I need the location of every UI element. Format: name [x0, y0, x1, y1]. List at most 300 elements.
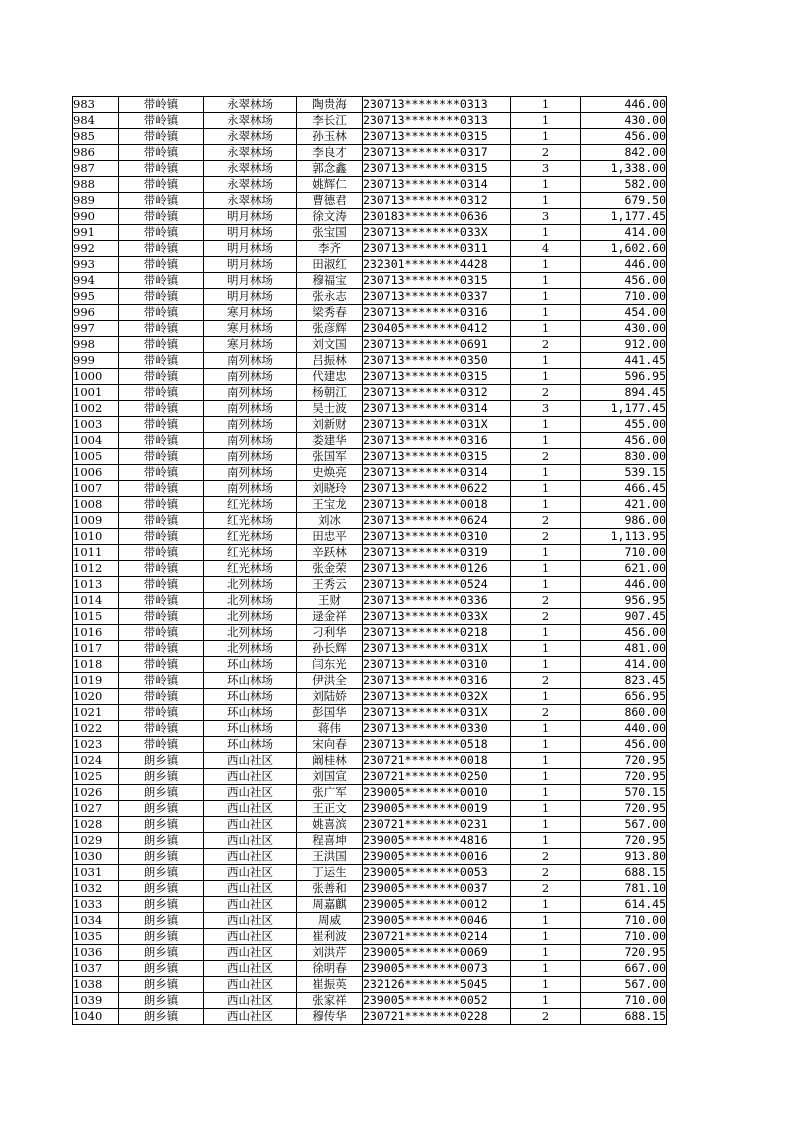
cell-town: 朗乡镇	[119, 769, 204, 785]
cell-town: 朗乡镇	[119, 961, 204, 977]
cell-name: 刘新财	[297, 417, 363, 433]
cell-row-number: 1004	[73, 433, 119, 449]
cell-count: 1	[511, 785, 581, 801]
cell-count: 1	[511, 817, 581, 833]
cell-row-number: 1032	[73, 881, 119, 897]
cell-row-number: 1036	[73, 945, 119, 961]
cell-id-number: 230713********0337	[363, 289, 511, 305]
cell-row-number: 993	[73, 257, 119, 273]
cell-town: 带岭镇	[119, 193, 204, 209]
cell-town: 带岭镇	[119, 273, 204, 289]
cell-town: 朗乡镇	[119, 929, 204, 945]
cell-amount: 567.00	[581, 817, 667, 833]
cell-town: 朗乡镇	[119, 785, 204, 801]
cell-name: 辛跃林	[297, 545, 363, 561]
cell-town: 带岭镇	[119, 465, 204, 481]
cell-row-number: 1026	[73, 785, 119, 801]
cell-row-number: 998	[73, 337, 119, 353]
cell-id-number: 230713********0315	[363, 369, 511, 385]
cell-name: 李长江	[297, 113, 363, 129]
cell-row-number: 1031	[73, 865, 119, 881]
cell-name: 丁运生	[297, 865, 363, 881]
table-row	[73, 561, 667, 577]
cell-count: 1	[511, 481, 581, 497]
cell-unit: 环山林场	[204, 721, 297, 737]
cell-unit: 环山林场	[204, 657, 297, 673]
cell-id-number: 239005********0046	[363, 913, 511, 929]
cell-row-number: 1003	[73, 417, 119, 433]
table-row	[73, 369, 667, 385]
cell-name: 张金荣	[297, 561, 363, 577]
table-row	[73, 833, 667, 849]
cell-amount: 440.00	[581, 721, 667, 737]
cell-count: 2	[511, 609, 581, 625]
cell-id-number: 230713********0315	[363, 273, 511, 289]
cell-town: 带岭镇	[119, 721, 204, 737]
cell-row-number: 1028	[73, 817, 119, 833]
cell-count: 1	[511, 129, 581, 145]
cell-row-number: 997	[73, 321, 119, 337]
cell-count: 1	[511, 977, 581, 993]
cell-town: 朗乡镇	[119, 865, 204, 881]
cell-id-number: 230721********0214	[363, 929, 511, 945]
cell-name: 李良才	[297, 145, 363, 161]
cell-town: 带岭镇	[119, 609, 204, 625]
cell-amount: 621.00	[581, 561, 667, 577]
cell-name: 徐明春	[297, 961, 363, 977]
cell-name: 王正文	[297, 801, 363, 817]
cell-amount: 456.00	[581, 433, 667, 449]
cell-town: 朗乡镇	[119, 977, 204, 993]
table-row	[73, 785, 667, 801]
cell-town: 带岭镇	[119, 401, 204, 417]
cell-town: 带岭镇	[119, 369, 204, 385]
cell-town: 带岭镇	[119, 513, 204, 529]
cell-row-number: 1014	[73, 593, 119, 609]
cell-count: 1	[511, 369, 581, 385]
cell-count: 3	[511, 209, 581, 225]
cell-count: 1	[511, 465, 581, 481]
cell-amount: 414.00	[581, 225, 667, 241]
cell-count: 1	[511, 801, 581, 817]
cell-amount: 567.00	[581, 977, 667, 993]
table-row	[73, 353, 667, 369]
cell-name: 孙长辉	[297, 641, 363, 657]
table-row	[73, 737, 667, 753]
cell-amount: 656.95	[581, 689, 667, 705]
cell-row-number: 1039	[73, 993, 119, 1009]
cell-count: 2	[511, 449, 581, 465]
cell-id-number: 239005********0016	[363, 849, 511, 865]
cell-name: 刘国宣	[297, 769, 363, 785]
cell-row-number: 1037	[73, 961, 119, 977]
cell-unit: 西山社区	[204, 913, 297, 929]
cell-row-number: 990	[73, 209, 119, 225]
data-table	[72, 96, 667, 1025]
cell-count: 4	[511, 241, 581, 257]
cell-amount: 446.00	[581, 577, 667, 593]
cell-id-number: 230713********031X	[363, 641, 511, 657]
cell-id-number: 230713********0336	[363, 593, 511, 609]
cell-id-number: 230713********0313	[363, 97, 511, 113]
cell-count: 2	[511, 865, 581, 881]
cell-id-number: 230713********0218	[363, 625, 511, 641]
cell-unit: 永翠林场	[204, 177, 297, 193]
table-row	[73, 721, 667, 737]
cell-town: 带岭镇	[119, 225, 204, 241]
cell-row-number: 992	[73, 241, 119, 257]
cell-name: 穆福宝	[297, 273, 363, 289]
cell-town: 带岭镇	[119, 737, 204, 753]
cell-town: 带岭镇	[119, 657, 204, 673]
cell-id-number: 230713********0518	[363, 737, 511, 753]
cell-row-number: 1017	[73, 641, 119, 657]
cell-amount: 570.15	[581, 785, 667, 801]
cell-id-number: 230713********032X	[363, 689, 511, 705]
cell-name: 李齐	[297, 241, 363, 257]
cell-unit: 永翠林场	[204, 161, 297, 177]
cell-row-number: 984	[73, 113, 119, 129]
table-row	[73, 609, 667, 625]
cell-id-number: 230713********0126	[363, 561, 511, 577]
cell-count: 1	[511, 497, 581, 513]
cell-id-number: 230713********0622	[363, 481, 511, 497]
cell-amount: 421.00	[581, 497, 667, 513]
cell-unit: 永翠林场	[204, 113, 297, 129]
cell-amount: 414.00	[581, 657, 667, 673]
cell-row-number: 1033	[73, 897, 119, 913]
cell-unit: 南列林场	[204, 401, 297, 417]
cell-id-number: 230721********0228	[363, 1009, 511, 1025]
cell-name: 张家祥	[297, 993, 363, 1009]
cell-id-number: 230713********0018	[363, 497, 511, 513]
cell-id-number: 230713********0314	[363, 401, 511, 417]
cell-amount: 596.95	[581, 369, 667, 385]
cell-id-number: 230713********0691	[363, 337, 511, 353]
cell-unit: 西山社区	[204, 993, 297, 1009]
table-row	[73, 337, 667, 353]
cell-amount: 455.00	[581, 417, 667, 433]
cell-amount: 1,177.45	[581, 209, 667, 225]
cell-unit: 寒月林场	[204, 337, 297, 353]
table-row	[73, 817, 667, 833]
cell-id-number: 239005********0037	[363, 881, 511, 897]
cell-unit: 北列林场	[204, 625, 297, 641]
cell-town: 朗乡镇	[119, 881, 204, 897]
cell-id-number: 230713********0315	[363, 129, 511, 145]
table-row	[73, 801, 667, 817]
cell-id-number: 230713********0311	[363, 241, 511, 257]
cell-row-number: 1034	[73, 913, 119, 929]
cell-town: 带岭镇	[119, 97, 204, 113]
cell-id-number: 230713********031X	[363, 705, 511, 721]
cell-count: 2	[511, 529, 581, 545]
cell-row-number: 994	[73, 273, 119, 289]
cell-name: 王洪国	[297, 849, 363, 865]
cell-unit: 西山社区	[204, 833, 297, 849]
cell-town: 带岭镇	[119, 385, 204, 401]
cell-id-number: 239005********0052	[363, 993, 511, 1009]
cell-unit: 西山社区	[204, 961, 297, 977]
cell-count: 1	[511, 545, 581, 561]
cell-town: 带岭镇	[119, 337, 204, 353]
cell-name: 张宝国	[297, 225, 363, 241]
cell-amount: 894.45	[581, 385, 667, 401]
table-body	[73, 97, 667, 1025]
cell-count: 1	[511, 961, 581, 977]
cell-id-number: 230713********0314	[363, 465, 511, 481]
cell-name: 曹德君	[297, 193, 363, 209]
cell-name: 张永志	[297, 289, 363, 305]
cell-town: 朗乡镇	[119, 913, 204, 929]
cell-row-number: 1010	[73, 529, 119, 545]
table-row	[73, 529, 667, 545]
cell-count: 1	[511, 257, 581, 273]
cell-amount: 582.00	[581, 177, 667, 193]
cell-row-number: 987	[73, 161, 119, 177]
cell-amount: 430.00	[581, 321, 667, 337]
cell-amount: 446.00	[581, 97, 667, 113]
table-row	[73, 401, 667, 417]
table-row	[73, 961, 667, 977]
table-row	[73, 849, 667, 865]
table-row	[73, 449, 667, 465]
cell-count: 1	[511, 641, 581, 657]
cell-amount: 456.00	[581, 273, 667, 289]
cell-amount: 912.00	[581, 337, 667, 353]
cell-count: 1	[511, 929, 581, 945]
cell-row-number: 1024	[73, 753, 119, 769]
cell-row-number: 1035	[73, 929, 119, 945]
cell-unit: 西山社区	[204, 753, 297, 769]
table-row	[73, 769, 667, 785]
cell-unit: 北列林场	[204, 609, 297, 625]
cell-name: 田忠平	[297, 529, 363, 545]
cell-count: 1	[511, 561, 581, 577]
cell-row-number: 986	[73, 145, 119, 161]
table-row	[73, 289, 667, 305]
cell-name: 刘晓玲	[297, 481, 363, 497]
cell-row-number: 1029	[73, 833, 119, 849]
cell-id-number: 230183********0636	[363, 209, 511, 225]
cell-name: 陶贵海	[297, 97, 363, 113]
cell-id-number: 230713********033X	[363, 225, 511, 241]
cell-amount: 456.00	[581, 625, 667, 641]
cell-unit: 西山社区	[204, 849, 297, 865]
cell-town: 带岭镇	[119, 305, 204, 321]
cell-unit: 西山社区	[204, 881, 297, 897]
cell-count: 2	[511, 673, 581, 689]
cell-name: 吕振林	[297, 353, 363, 369]
cell-row-number: 1016	[73, 625, 119, 641]
table-row	[73, 689, 667, 705]
table-row	[73, 273, 667, 289]
cell-count: 1	[511, 97, 581, 113]
cell-id-number: 239005********0010	[363, 785, 511, 801]
cell-name: 伊洪全	[297, 673, 363, 689]
cell-row-number: 1015	[73, 609, 119, 625]
cell-name: 刘文国	[297, 337, 363, 353]
cell-row-number: 983	[73, 97, 119, 113]
cell-id-number: 230713********0316	[363, 673, 511, 689]
cell-unit: 南列林场	[204, 449, 297, 465]
table-row	[73, 145, 667, 161]
cell-unit: 环山林场	[204, 705, 297, 721]
table-row	[73, 977, 667, 993]
cell-row-number: 1038	[73, 977, 119, 993]
cell-amount: 539.15	[581, 465, 667, 481]
cell-count: 2	[511, 145, 581, 161]
cell-row-number: 1023	[73, 737, 119, 753]
cell-row-number: 1011	[73, 545, 119, 561]
cell-amount: 688.15	[581, 865, 667, 881]
cell-id-number: 230713********0310	[363, 657, 511, 673]
cell-name: 穆传华	[297, 1009, 363, 1025]
table-row	[73, 673, 667, 689]
cell-name: 周威	[297, 913, 363, 929]
table-row	[73, 129, 667, 145]
table-row	[73, 513, 667, 529]
cell-count: 1	[511, 993, 581, 1009]
cell-town: 带岭镇	[119, 353, 204, 369]
table-row	[73, 993, 667, 1009]
cell-town: 朗乡镇	[119, 753, 204, 769]
table-row	[73, 305, 667, 321]
table-row	[73, 929, 667, 945]
cell-name: 张国军	[297, 449, 363, 465]
table-row	[73, 193, 667, 209]
cell-id-number: 230713********0310	[363, 529, 511, 545]
cell-name: 郭念鑫	[297, 161, 363, 177]
cell-row-number: 985	[73, 129, 119, 145]
cell-name: 刁利华	[297, 625, 363, 641]
cell-row-number: 1007	[73, 481, 119, 497]
cell-row-number: 1022	[73, 721, 119, 737]
cell-unit: 南列林场	[204, 353, 297, 369]
cell-row-number: 991	[73, 225, 119, 241]
cell-town: 带岭镇	[119, 641, 204, 657]
cell-id-number: 230713********0314	[363, 177, 511, 193]
cell-id-number: 230713********0315	[363, 449, 511, 465]
cell-town: 带岭镇	[119, 161, 204, 177]
cell-name: 王秀云	[297, 577, 363, 593]
cell-amount: 720.95	[581, 833, 667, 849]
cell-unit: 南列林场	[204, 481, 297, 497]
cell-row-number: 1012	[73, 561, 119, 577]
table-row	[73, 657, 667, 673]
cell-row-number: 1019	[73, 673, 119, 689]
cell-amount: 446.00	[581, 257, 667, 273]
cell-count: 1	[511, 113, 581, 129]
cell-row-number: 1000	[73, 369, 119, 385]
cell-row-number: 1030	[73, 849, 119, 865]
cell-amount: 720.95	[581, 801, 667, 817]
table-row	[73, 161, 667, 177]
cell-id-number: 239005********0019	[363, 801, 511, 817]
cell-amount: 823.45	[581, 673, 667, 689]
cell-id-number: 239005********4816	[363, 833, 511, 849]
cell-unit: 西山社区	[204, 865, 297, 881]
cell-amount: 667.00	[581, 961, 667, 977]
cell-row-number: 995	[73, 289, 119, 305]
cell-town: 带岭镇	[119, 593, 204, 609]
cell-row-number: 1018	[73, 657, 119, 673]
cell-amount: 456.00	[581, 129, 667, 145]
table-row	[73, 545, 667, 561]
cell-row-number: 988	[73, 177, 119, 193]
cell-town: 带岭镇	[119, 449, 204, 465]
cell-name: 张广军	[297, 785, 363, 801]
cell-count: 2	[511, 705, 581, 721]
cell-name: 王财	[297, 593, 363, 609]
cell-unit: 西山社区	[204, 1009, 297, 1025]
cell-amount: 454.00	[581, 305, 667, 321]
table-row	[73, 385, 667, 401]
cell-amount: 679.50	[581, 193, 667, 209]
table-row	[73, 593, 667, 609]
cell-amount: 710.00	[581, 289, 667, 305]
table-row	[73, 865, 667, 881]
cell-count: 2	[511, 881, 581, 897]
cell-amount: 720.95	[581, 753, 667, 769]
cell-count: 1	[511, 833, 581, 849]
cell-count: 1	[511, 225, 581, 241]
cell-name: 程喜坤	[297, 833, 363, 849]
cell-unit: 西山社区	[204, 977, 297, 993]
cell-town: 带岭镇	[119, 417, 204, 433]
cell-town: 带岭镇	[119, 689, 204, 705]
cell-name: 杨朝江	[297, 385, 363, 401]
table-row	[73, 1009, 667, 1025]
table-row	[73, 481, 667, 497]
cell-amount: 688.15	[581, 1009, 667, 1025]
cell-name: 阚桂林	[297, 753, 363, 769]
table-row	[73, 417, 667, 433]
cell-name: 田淑红	[297, 257, 363, 273]
cell-unit: 永翠林场	[204, 129, 297, 145]
cell-id-number: 230713********0312	[363, 193, 511, 209]
cell-row-number: 996	[73, 305, 119, 321]
cell-unit: 永翠林场	[204, 145, 297, 161]
cell-row-number: 1009	[73, 513, 119, 529]
cell-town: 带岭镇	[119, 241, 204, 257]
cell-unit: 寒月林场	[204, 321, 297, 337]
cell-unit: 西山社区	[204, 817, 297, 833]
cell-unit: 环山林场	[204, 737, 297, 753]
cell-name: 逯金祥	[297, 609, 363, 625]
cell-name: 吴士波	[297, 401, 363, 417]
cell-count: 1	[511, 273, 581, 289]
cell-town: 带岭镇	[119, 321, 204, 337]
cell-town: 朗乡镇	[119, 817, 204, 833]
cell-count: 1	[511, 913, 581, 929]
cell-unit: 南列林场	[204, 433, 297, 449]
cell-amount: 1,113.95	[581, 529, 667, 545]
cell-amount: 720.95	[581, 769, 667, 785]
cell-unit: 红光林场	[204, 529, 297, 545]
cell-amount: 710.00	[581, 545, 667, 561]
cell-count: 1	[511, 753, 581, 769]
table-row	[73, 881, 667, 897]
cell-amount: 830.00	[581, 449, 667, 465]
cell-unit: 西山社区	[204, 785, 297, 801]
cell-name: 徐文涛	[297, 209, 363, 225]
cell-amount: 720.95	[581, 945, 667, 961]
cell-name: 蒋伟	[297, 721, 363, 737]
table-row	[73, 433, 667, 449]
cell-town: 带岭镇	[119, 113, 204, 129]
cell-count: 1	[511, 433, 581, 449]
